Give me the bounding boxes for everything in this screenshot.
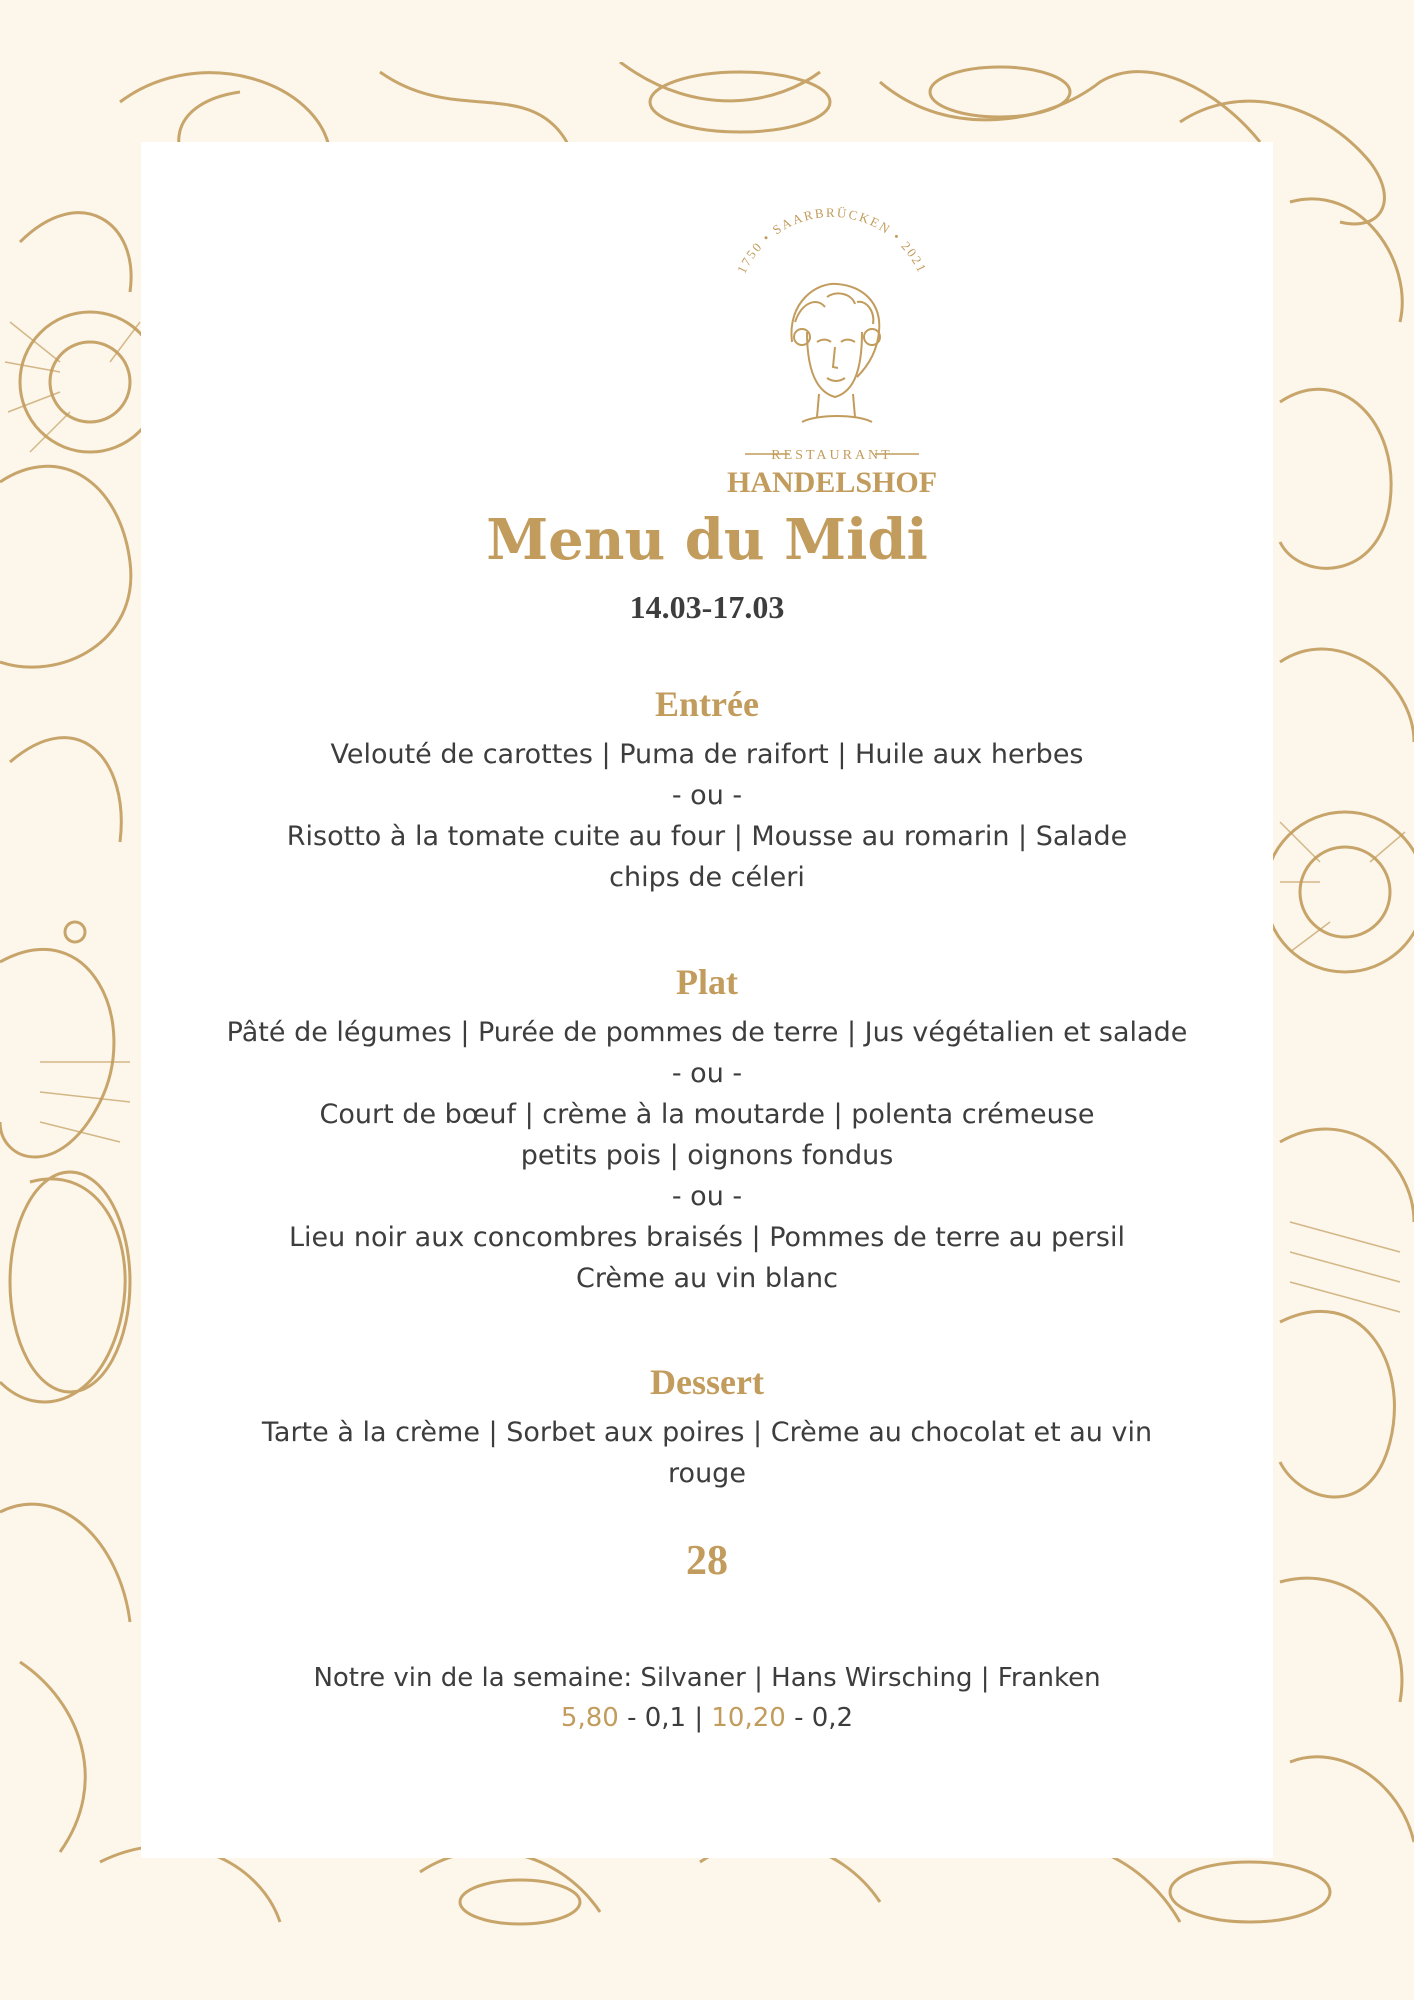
section-heading: Entrée bbox=[655, 684, 759, 724]
wine-price-small: 5,80 bbox=[560, 1703, 619, 1733]
menu-line: Tarte à la crème | Sorbet aux poires | Crème au chocolat et au vin bbox=[261, 1417, 1153, 1448]
menu-line: Lieu noir aux concombres braisés | Pommes de terre au persil bbox=[289, 1222, 1125, 1253]
logo-subtitle: RESTAURANT bbox=[771, 448, 893, 463]
menu-line: Crème au vin blanc bbox=[575, 1263, 839, 1294]
menu-line: - ou - bbox=[671, 1058, 743, 1089]
wine-size-small: - 0,1 | bbox=[618, 1703, 712, 1733]
menu-line: Pâté de légumes | Purée de pommes de terre | Jus végétalien et salade bbox=[226, 1017, 1188, 1048]
section-entree bbox=[141, 682, 1273, 898]
wine-price-large: 10,20 bbox=[711, 1703, 786, 1733]
menu-line: petits pois | oignons fondus bbox=[520, 1140, 894, 1171]
wine-size-large: - 0,2 bbox=[785, 1703, 854, 1733]
menu-line: Velouté de carottes | Puma de raifort | Huile aux herbes bbox=[330, 739, 1084, 770]
section-plat bbox=[141, 960, 1273, 1299]
wine-prices bbox=[141, 1698, 1273, 1738]
logo-arc-text: 1750 • SAARBRÜCKEN • 2021 bbox=[733, 204, 931, 276]
menu-line: chips de céleri bbox=[609, 862, 805, 893]
svg-text:1750 • SAARBRÜCKEN • 2021 bbox=[734, 205, 930, 276]
restaurant-logo bbox=[707, 202, 957, 502]
menu-price: 28 bbox=[686, 1538, 728, 1584]
menu-title: Menu du Midi bbox=[486, 507, 928, 573]
logo-name: HANDELSHOF bbox=[726, 466, 938, 499]
menu-line: - ou - bbox=[671, 1181, 743, 1212]
menu-line: Court de bœuf | crème à la moutarde | polenta crémeuse bbox=[319, 1099, 1095, 1130]
menu-line: Risotto à la tomate cuite au four | Mousse au romarin | Salade bbox=[286, 821, 1128, 852]
menu-line: - ou - bbox=[671, 780, 743, 811]
bust-logo-icon bbox=[707, 202, 957, 502]
menu-line: rouge bbox=[668, 1458, 746, 1489]
menu-dates: 14.03-17.03 bbox=[629, 589, 785, 625]
wine-of-the-week bbox=[141, 1658, 1273, 1738]
section-heading: Dessert bbox=[650, 1362, 764, 1402]
wine-description: Notre vin de la semaine: Silvaner | Hans Wirsching | Franken bbox=[313, 1663, 1101, 1693]
menu-card bbox=[141, 142, 1273, 1858]
section-dessert bbox=[141, 1360, 1273, 1494]
section-heading: Plat bbox=[676, 962, 738, 1002]
